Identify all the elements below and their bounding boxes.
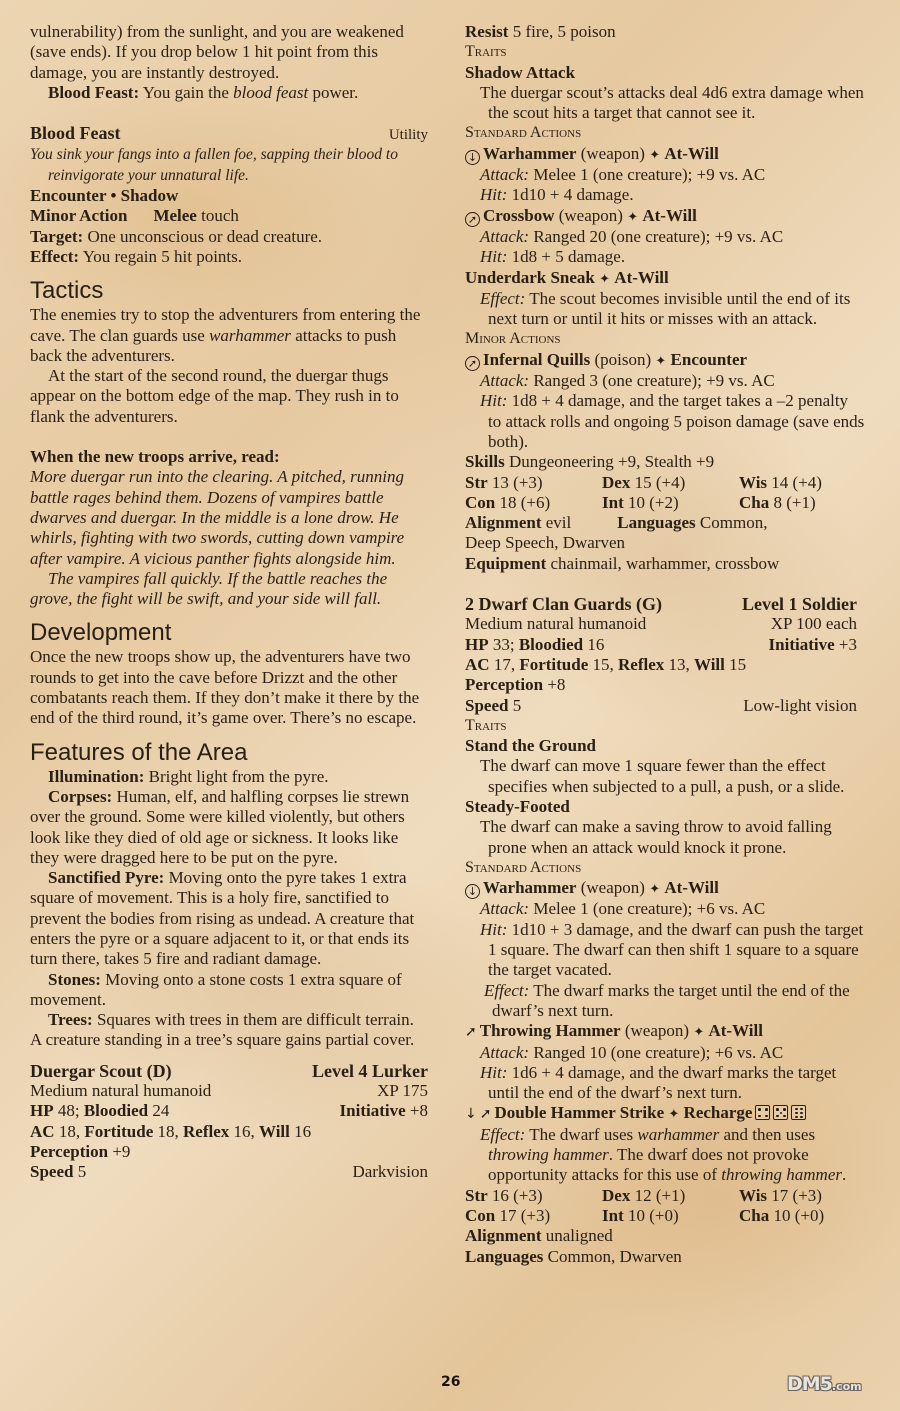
monster-level: Level 1 Soldier xyxy=(742,594,857,615)
tactics-paragraph-2: At the start of the second round, the duergar thugs appear on the bottom edge of the map. They rush in to flank the adventurers. xyxy=(30,366,399,426)
right-column xyxy=(465,22,865,1267)
power-usage: Encounter • Shadow xyxy=(30,186,179,206)
monster-defenses: AC 17, Fortitude 15, Reflex 13, Will 15 xyxy=(465,654,747,674)
monster-vision: Low-light vision xyxy=(743,695,857,715)
monster-name: 2 Dwarf Clan Guards (G) xyxy=(465,594,662,615)
melee-basic-icon: ↓ xyxy=(465,150,480,165)
monster-name: Duergar Scout (D) xyxy=(30,1060,172,1081)
monster-xp: XP 100 each xyxy=(770,614,857,634)
watermark-logo: DM5.com xyxy=(787,1373,862,1395)
power-target: Target: One unconscious or dead creature. xyxy=(30,226,323,246)
monster-level: Level 4 Lurker xyxy=(312,1060,428,1081)
statblock-duergar-scout-continued xyxy=(465,22,865,574)
feature-corpses: Corpses: Human, elf, and halfling corpses lie strewn over the ground. Some were killed violently, but others look like they died of old age or sickness. It looks like they were dragged here to be put on the pyre. xyxy=(30,786,410,867)
monster-skills: Skills Dungeoneering +9, Stealth +9 xyxy=(465,452,715,472)
monster-speed: Speed 5 xyxy=(30,1162,87,1182)
blood-feast-line: Blood Feast: You gain the blood feast power. xyxy=(48,82,359,102)
feature-sanctified-pyre: Sanctified Pyre: Moving onto the pyre takes 1 extra square of movement. This is a holy fire, sanctified to prevent the bodies from rising as undead. A creature that enters the pyre or a square adjacent to it, or that ends its turn there, takes 5 fire and radiant damage. xyxy=(30,868,415,969)
diamond-icon: ✦ xyxy=(649,146,661,162)
monster-defenses: AC 18, Fortitude 18, Reflex 16, Will 16 xyxy=(30,1121,312,1141)
monster-hp: HP 48; Bloodied 24 xyxy=(30,1101,170,1121)
power-block-blood-feast xyxy=(30,123,428,267)
ability-scores: Str 16 (+3) Dex 12 (+1) Wis 17 (+3) Con 17 (+3) Int 10 (+0) Cha 10 (+0) xyxy=(465,1185,825,1225)
monster-vision: Darkvision xyxy=(352,1162,428,1182)
section-minor-actions: Minor Actions xyxy=(465,330,561,348)
left-column xyxy=(30,22,428,1183)
statblock-dwarf-clan-guards xyxy=(465,594,857,716)
diamond-icon: ✦ xyxy=(655,352,667,368)
diamond-icon: ✦ xyxy=(599,270,611,286)
feature-illumination: Illumination: Bright light from the pyre. xyxy=(48,766,329,786)
monster-perception: Perception +8 xyxy=(465,675,566,695)
diamond-icon: ✦ xyxy=(668,1106,680,1122)
die-face-6-icon xyxy=(791,1105,806,1120)
melee-icon: ↓ xyxy=(465,1106,477,1123)
attack-infernal-quills: ➚ Infernal Quills (poison) ✦ Encounter Attack: Ranged 3 (one creature); +9 vs. AC Hit: 1d8 + 4 damage, and the target takes a –2 penalty to attack rolls and ongoing 5 poison damage (save ends both). xyxy=(465,350,865,452)
monster-resist: Resist 5 fire, 5 poison xyxy=(465,22,616,41)
monster-alignment-languages: Alignment evil Languages Common, xyxy=(465,513,768,533)
power-name: Blood Feast xyxy=(30,123,121,144)
development-paragraph: Once the new troops show up, the adventurers have two rounds to get into the cave before Drizzt and the other combatants reach them. If they don’t make it there by the end of the third round, it’s game over. There’s no escape. xyxy=(30,647,420,728)
features-list xyxy=(30,767,428,1051)
die-face-4-icon xyxy=(755,1105,770,1120)
power-flavor: You sink your fangs into a fallen foe, sapping their blood to reinvigorate your unnatural life. xyxy=(30,146,398,184)
attack-warhammer: ↓ Warhammer (weapon) ✦ At-Will Attack: Melee 1 (one creature); +6 vs. AC Hit: 1d10 + 3 damage, and the dwarf can push the target 1 square. The dwarf can then shift 1 square to a square the target vacated. Effect: The dwarf marks the target until the end of the dwarf’s next turn. xyxy=(465,878,870,1021)
intro-paragraph: vulnerability) from the sunlight, and you are weakened (save ends). If you drop below 1 hit point from this damage, you are instantly destroyed. xyxy=(30,22,404,82)
monster-type: Medium natural humanoid xyxy=(465,614,647,634)
heading-development: Development xyxy=(30,619,172,647)
monster-initiative: Initiative +3 xyxy=(768,634,857,654)
trait-name: Stand the Ground xyxy=(465,736,597,756)
monster-hp: HP 33; Bloodied 16 xyxy=(465,634,605,654)
tactics-paragraph-1: The enemies try to stop the adventurers from entering the cave. The clan guards use warhammer attacks to push back the adventurers. xyxy=(30,305,421,365)
heading-features: Features of the Area xyxy=(30,738,248,766)
heading-tactics: Tactics xyxy=(30,277,104,305)
trait-name: Steady-Footed xyxy=(465,796,570,816)
feature-stones: Stones: Moving onto a stone costs 1 extra square of movement. xyxy=(30,969,402,1009)
read-aloud-label: When the new troops arrive, read: xyxy=(30,447,280,467)
page-number: 26 xyxy=(441,1374,461,1390)
monster-alignment: Alignment unaligned xyxy=(465,1226,613,1246)
diamond-icon: ✦ xyxy=(627,208,639,224)
attack-crossbow: ➚ Crossbow (weapon) ✦ At-Will Attack: Ranged 20 (one creature); +9 vs. AC Hit: 1d8 + 5 damage. xyxy=(465,206,865,268)
trait-text: The dwarf can make a saving throw to avoid falling prone when an attack would knock it prone. xyxy=(480,817,832,857)
statblock-duergar-scout xyxy=(30,1061,428,1183)
monster-languages-cont: Deep Speech, Dwarven xyxy=(465,533,626,553)
ranged-icon: ➚ xyxy=(465,1024,477,1041)
section-traits: Traits xyxy=(465,716,507,734)
monster-speed: Speed 5 xyxy=(465,695,522,715)
trait-name: Shadow Attack xyxy=(465,62,576,82)
power-underdark-sneak: Underdark Sneak ✦ At-Will Effect: The scout becomes invisible until the end of its next turn or until it hits or misses with an attack. xyxy=(465,267,851,329)
diamond-icon: ✦ xyxy=(649,881,661,897)
monster-type: Medium natural humanoid xyxy=(30,1081,212,1101)
attack-warhammer: ↓ Warhammer (weapon) ✦ At-Will Attack: Melee 1 (one creature); +9 vs. AC Hit: 1d10 + 4 damage. xyxy=(465,144,865,206)
recharge-dice xyxy=(752,1103,806,1122)
ranged-icon: ➚ xyxy=(465,356,480,371)
monster-equipment: Equipment chainmail, warhammer, crossbow xyxy=(465,553,780,573)
diamond-icon: ✦ xyxy=(693,1024,705,1040)
monster-perception: Perception +9 xyxy=(30,1141,131,1161)
ranged-basic-icon: ➚ xyxy=(465,212,480,227)
power-effect: Effect: You regain 5 hit points. xyxy=(30,246,243,266)
monster-xp: XP 175 xyxy=(377,1081,428,1101)
power-action-row: Minor Action Melee touch xyxy=(30,206,239,226)
attack-throwing-hammer: ➚ Throwing Hammer (weapon) ✦ At-Will Attack: Ranged 10 (one creature); +6 vs. AC Hit: 1d6 + 4 damage, and the dwarf marks the target until the end of the dwarf’s next turn. xyxy=(465,1021,837,1103)
ability-scores: Str 13 (+3) Dex 15 (+4) Wis 14 (+4) Con 18 (+6) Int 10 (+2) Cha 8 (+1) xyxy=(465,472,822,512)
monster-languages: Languages Common, Dwarven xyxy=(465,1246,682,1266)
power-type: Utility xyxy=(388,127,428,144)
section-traits: Traits xyxy=(465,43,507,61)
trait-text: The dwarf can move 1 square fewer than the effect specifies when subjected to a pull, a push, or a slide. xyxy=(480,756,845,796)
feature-trees: Trees: Squares with trees in them are difficult terrain. A creature standing in a tree’s square gains partial cover. xyxy=(30,1010,415,1050)
ranged-icon: ➚ xyxy=(479,1106,492,1123)
section-standard-actions: Standard Actions xyxy=(465,124,582,142)
melee-basic-icon: ↓ xyxy=(465,884,480,899)
section-standard-actions: Standard Actions xyxy=(465,858,582,876)
monster-initiative: Initiative +8 xyxy=(339,1101,428,1121)
power-double-hammer-strike: ↓ ➚ Double Hammer Strike ✦ Recharge Effect: The dwarf uses warhammer and then uses throwing hammer. The dwarf does not provoke opportunity attacks for this use of throwing hammer. xyxy=(465,1103,847,1185)
trait-text: The duergar scout’s attacks deal 4d6 extra damage when the scout hits a target that cannot see it. xyxy=(480,82,864,123)
die-face-5-icon xyxy=(773,1105,788,1120)
read-aloud-paragraph-1: More duergar run into the clearing. A pitched, running battle rages behind them. Dozens of vampires battle dwarves and duergar. In the middle is a lone drow. He whirls, fighting with two swords, cutting down vampire after vampire. A vicious panther fights alongside him. xyxy=(30,467,405,568)
read-aloud-paragraph-2: The vampires fall quickly. If the battle reaches the grove, the fight will be swift, and your side will fall. xyxy=(30,568,388,609)
